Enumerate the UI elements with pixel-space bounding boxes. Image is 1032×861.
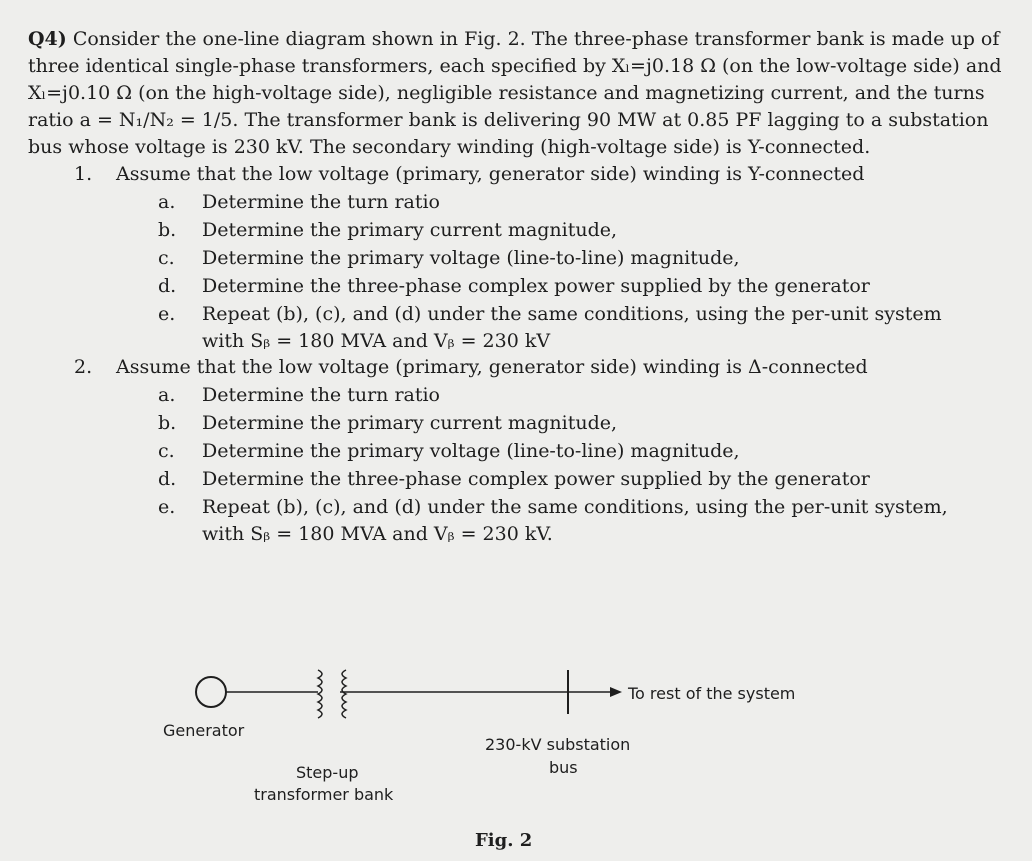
subquestion-continuation: with Sᵦ = 180 MVA and Vᵦ = 230 kV bbox=[202, 330, 551, 352]
subquestion-letter: a. bbox=[158, 384, 176, 406]
figure-caption: Fig. 2 bbox=[475, 830, 533, 851]
question-text: Consider the one-line diagram shown in Fig. 2. The three-phase transformer bank is made up of three identical single-phase transformers, each specified by Xₗ=j0.18 Ω (on the low-voltage side) and Xₗ=j0.10 Ω (on the high-voltage side), negligible resistance and magnetizing current, and the turns ratio a = N₁/N₂ = 1/5. The transformer bank is delivering 90 MW at 0.85 PF lagging to a substation bus whose voltage is 230 kV. The secondary winding (high-voltage side) is Y-connected. bbox=[28, 28, 1002, 158]
subquestion bbox=[28, 409, 1003, 437]
subquestion-text: Determine the three-phase complex power supplied by the generator bbox=[202, 275, 870, 297]
bus-label-line-2: bus bbox=[549, 758, 578, 777]
part-2 bbox=[28, 354, 1003, 547]
part-2-subquestions bbox=[28, 381, 1003, 521]
part-2-heading bbox=[28, 354, 1003, 381]
part-1-subquestions bbox=[28, 188, 1003, 328]
question-intro bbox=[28, 26, 1003, 161]
subquestion-text: Determine the primary voltage (line-to-line) magnitude, bbox=[202, 247, 740, 269]
subquestion bbox=[28, 272, 1003, 300]
subquestion-letter: c. bbox=[158, 247, 175, 269]
question-document bbox=[28, 26, 1003, 547]
generator-label: Generator bbox=[163, 721, 245, 740]
subquestion bbox=[28, 437, 1003, 465]
subquestion-letter: a. bbox=[158, 191, 176, 213]
part-1-heading bbox=[28, 161, 1003, 188]
subquestion-letter: c. bbox=[158, 440, 175, 462]
subquestion bbox=[28, 216, 1003, 244]
subquestion bbox=[28, 465, 1003, 493]
subquestion-letter: b. bbox=[158, 219, 177, 241]
subquestion-continuation: with Sᵦ = 180 MVA and Vᵦ = 230 kV. bbox=[202, 523, 553, 545]
transformer-secondary-coil bbox=[342, 670, 346, 718]
subquestion-text: Repeat (b), (c), and (d) under the same conditions, using the per-unit system, bbox=[202, 496, 948, 518]
subquestion-letter: d. bbox=[158, 275, 177, 297]
subquestion-letter: b. bbox=[158, 412, 177, 434]
subquestion-text: Determine the turn ratio bbox=[202, 191, 441, 213]
subquestion-text: Determine the primary current magnitude, bbox=[202, 412, 618, 434]
subquestion bbox=[28, 493, 1003, 521]
part-number: 1. bbox=[74, 163, 93, 185]
subquestion bbox=[28, 244, 1003, 272]
arrow-head-icon bbox=[610, 687, 622, 697]
part-text: Assume that the low voltage (primary, generator side) winding is Δ-connected bbox=[116, 356, 868, 378]
transformer-label-line-1: Step-up bbox=[296, 763, 359, 782]
bus-label-line-1: 230-kV substation bbox=[485, 735, 631, 754]
subquestion bbox=[28, 300, 1003, 328]
subquestion bbox=[28, 188, 1003, 216]
subquestion-text: Determine the turn ratio bbox=[202, 384, 441, 406]
subquestion-letter: e. bbox=[158, 303, 176, 325]
subquestion-letter: e. bbox=[158, 496, 176, 518]
part-number: 2. bbox=[74, 356, 93, 378]
subquestion-letter: d. bbox=[158, 468, 177, 490]
part-text: Assume that the low voltage (primary, generator side) winding is Y-connected bbox=[116, 163, 865, 185]
subquestion bbox=[28, 381, 1003, 409]
subquestion-text: Determine the primary voltage (line-to-line) magnitude, bbox=[202, 440, 740, 462]
generator-symbol bbox=[196, 677, 226, 707]
transformer-primary-coil bbox=[318, 670, 322, 718]
part-1 bbox=[28, 161, 1003, 354]
question-number: Q4) bbox=[28, 28, 67, 50]
transformer-label-line-2: transformer bank bbox=[254, 785, 394, 804]
arrow-label: To rest of the system bbox=[628, 684, 796, 703]
subquestion-text: Determine the three-phase complex power supplied by the generator bbox=[202, 468, 870, 490]
subquestion-text: Determine the primary current magnitude, bbox=[202, 219, 618, 241]
question-parts bbox=[28, 161, 1003, 547]
subquestion-text: Repeat (b), (c), and (d) under the same conditions, using the per-unit system bbox=[202, 303, 942, 325]
